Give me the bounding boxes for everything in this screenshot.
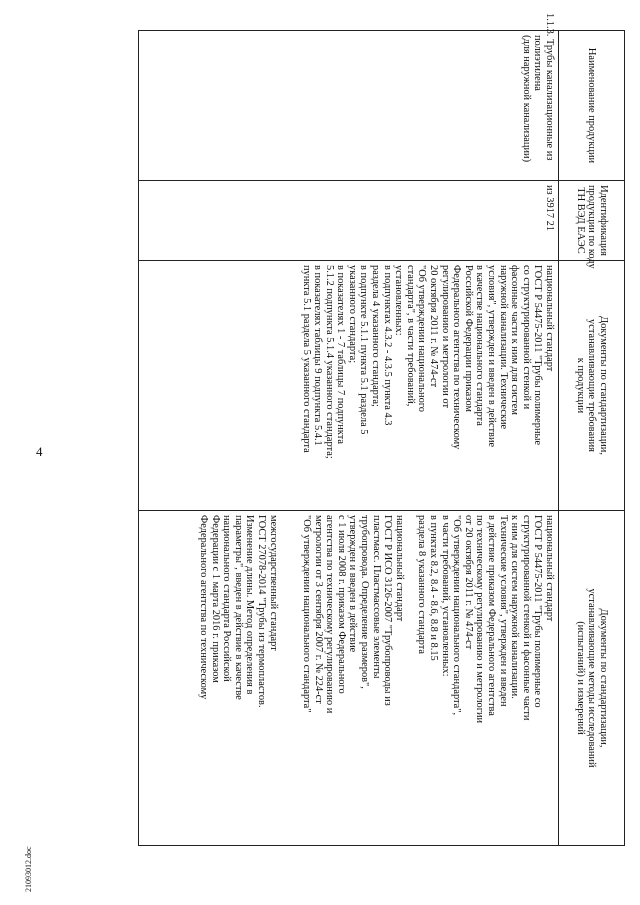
text-line: ГОСТ Р 54475-2011 "Трубы полимерные со <box>532 515 544 708</box>
text-line: "Об утверждении национального <box>416 265 428 413</box>
text-line: трубопровода. Определение размеров", <box>359 515 371 689</box>
text-line: в пунктах 8.2, 8.4 - 8.6, 8.8 и 8.15 <box>428 515 440 661</box>
text-line: национальный стандарт <box>393 515 405 622</box>
text-line: стандарта", в части требований, <box>404 265 416 407</box>
text-line: установленных: <box>393 265 405 336</box>
text-line: национальный стандарт <box>544 515 555 622</box>
text-line: пункта 5.1 раздела 5 указанного стандарта <box>300 265 312 453</box>
text-line: утвержден и введен в действие <box>347 515 359 653</box>
text-line: в показателях таблицы 9 подпункта 5.4.1 <box>312 265 324 446</box>
text-line: Технические условия", утвержден и введен <box>497 515 509 707</box>
text-line: 5.1.2 подпункта 5.1.4 указанного стандарта; <box>323 265 335 459</box>
header-requirements-docs: Документы по стандартизации, устанавливающие требования к продукции <box>559 261 625 511</box>
text-line: Федерального агентства по техническому <box>451 265 463 450</box>
text-line: к ним для систем наружной канализации. <box>509 515 521 699</box>
table-row <box>139 31 559 846</box>
text-line: Федерации с 1 марта 2016 г. приказом <box>209 515 221 683</box>
text-line: ГОСТ 27078-2014 "Трубы из термопластов. <box>255 515 267 708</box>
text-line: раздела 4 указанного стандарта; <box>370 265 382 407</box>
text-line: 20 октября 2011 г. № 474-ст <box>428 265 440 388</box>
text-line: ГОСТ Р ИСО 3126-2007 "Трубопроводы из <box>382 515 394 706</box>
text-line: "Об утверждении национального стандарта" <box>301 515 313 713</box>
text-line: в действие приказом Федерального агентства <box>486 515 498 716</box>
page-number: 4 <box>36 444 43 459</box>
text-line: ГОСТ Р 54475-2011 "Трубы полимерные <box>532 265 544 446</box>
requirements-cell <box>139 261 559 511</box>
text-line: в подпунктах 4.3.2 - 4.3.5 пункта 4.3 <box>381 265 393 426</box>
document-table-rotated <box>125 13 625 845</box>
text-line: в подпункте 5.1.1 пункта 5.1 раздела 5 <box>358 265 370 435</box>
text-line: Федерального агентства по техническому <box>197 515 209 700</box>
header-product-name: Наименование продукции <box>559 31 625 181</box>
text-line: в части требований, установленных: <box>439 515 451 677</box>
table-header-row <box>559 31 625 846</box>
header-product-code: Идентификация продукции по коду ТН ВЭД ЕАЭС <box>559 181 625 261</box>
text-line: регулированию и метрологии от <box>439 265 451 409</box>
footer-filename: 21093012.doc <box>24 846 33 892</box>
paragraph-gap <box>279 515 290 841</box>
product-name-cell: 1.1.3. Трубы канализационные из полиэтилена (для наружной канализации) <box>139 31 559 181</box>
header-methods-docs: Документы по стандартизации, устанавливающие методы исследований (испытаний) и измерений <box>559 511 625 846</box>
text-line: указанного стандарта; <box>346 265 358 364</box>
text-line: "Об утверждении национального стандарта", <box>451 515 463 716</box>
text-line: в качестве национального стандарта <box>474 265 486 426</box>
text-line: с 1 июля 2008 г. приказом Федерального <box>335 515 347 694</box>
text-line: структурированной стенкой и фасонные части <box>520 515 532 721</box>
text-line: условия", утвержден и введен в действие <box>486 265 498 448</box>
text-line: по техническому регулированию и метрологии <box>474 515 486 724</box>
text-line: национальный стандарт <box>544 265 555 372</box>
text-line: наружной канализации. Технические <box>497 265 509 430</box>
text-line: пластмасс. Пластмассовые элементы <box>370 515 382 679</box>
text-line: Изменение длины. Метод определения в <box>244 515 256 695</box>
text-line: раздела 8 указанного стандарта <box>416 515 428 655</box>
text-line: межгосударственный стандарт <box>267 515 279 651</box>
text-line: агентства по техническому регулированию и <box>324 515 336 714</box>
product-code-cell: из 3917 21 <box>139 181 559 261</box>
text-line: метрологии от 3 сентября 2007 г. № 224-ст <box>312 515 324 704</box>
text-line: фасонные части к ним для систем <box>509 265 521 415</box>
standards-table <box>138 13 625 846</box>
text-line: национального стандарта Российской <box>221 515 233 682</box>
text-line: в показателях 1 - 7 таблицы 7 подпункта <box>335 265 347 444</box>
text-line: Российской Федерации приказом <box>462 265 474 412</box>
methods-cell <box>139 511 559 846</box>
text-line: со структурированной стенкой и <box>520 265 532 410</box>
text-line: параметры", введен в действие в качестве <box>232 515 244 700</box>
text-line: от 20 октября 2011 г. № 474-ст <box>462 515 474 650</box>
paragraph-gap <box>290 515 301 841</box>
paragraph-gap <box>405 515 416 841</box>
